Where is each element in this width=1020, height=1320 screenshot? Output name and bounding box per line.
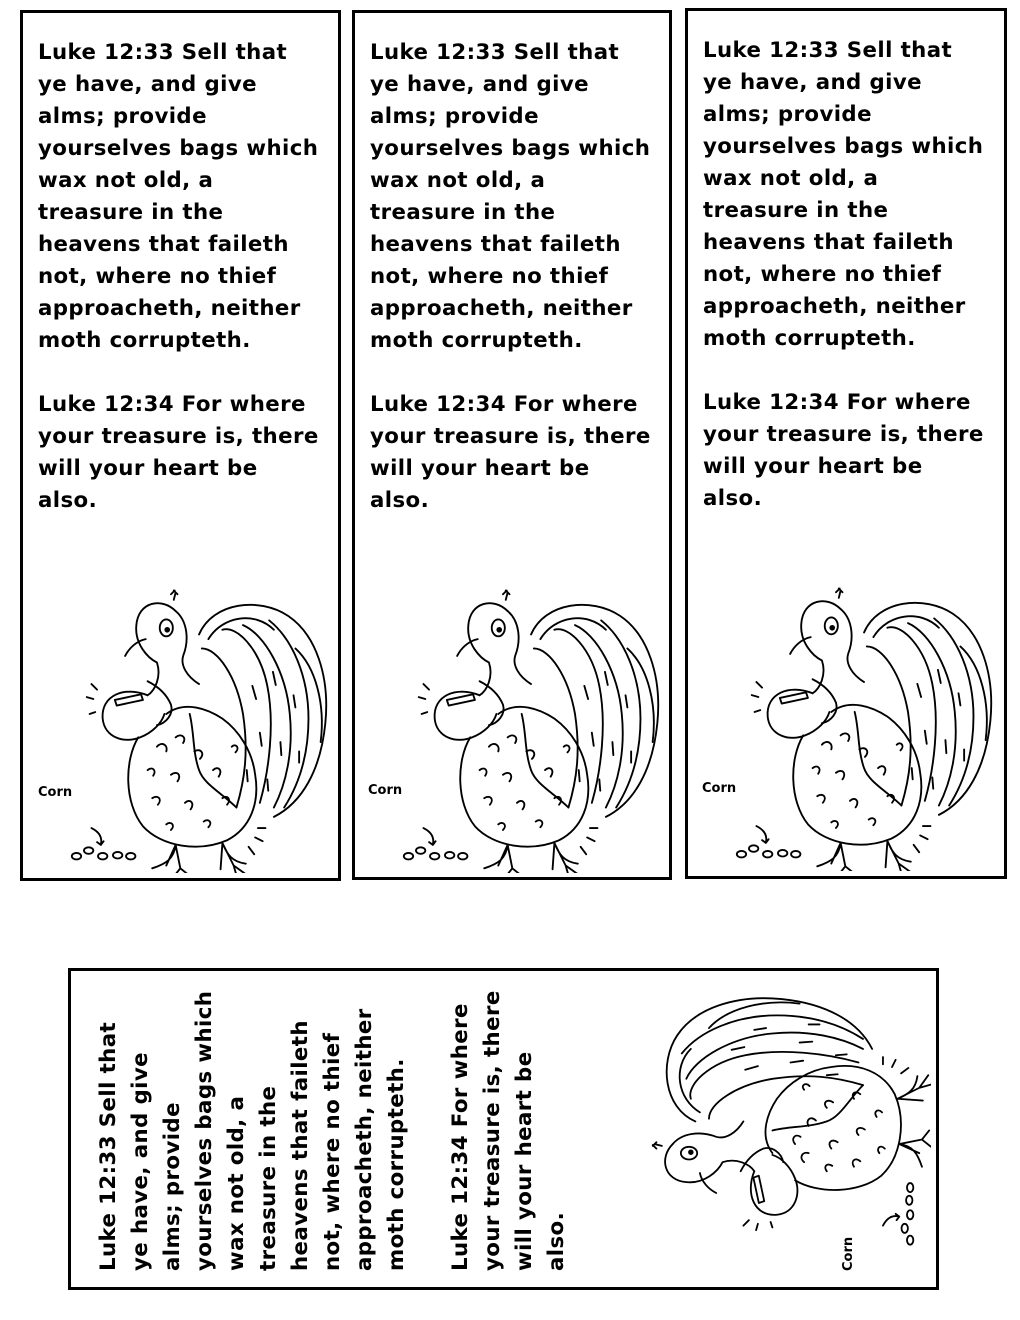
corn-label: Corn [702, 781, 737, 796]
bookmark-1 [20, 10, 341, 881]
bookmark-2 [352, 10, 672, 880]
verse-text-rotated [93, 981, 573, 1271]
corn-label: Corn [841, 1236, 856, 1271]
bookmark-3 [685, 8, 1007, 879]
verse-luke-12-33: Luke 12:33 Sell that ye have, and give alms; provide yourselves bags which wax not old, a treasure in the heavens that faileth not, where no thief approacheth, neither moth corrupteth. [38, 40, 319, 353]
turkey-illustration [367, 583, 667, 873]
turkey-illustration [35, 583, 335, 873]
corn-label: Corn [368, 783, 403, 798]
bookmark-4-horizontal [68, 968, 939, 1290]
verse-text [703, 35, 995, 515]
turkey-illustration [641, 985, 931, 1285]
verse-luke-12-34: Luke 12:34 For where your treasure is, there will your heart be also. [370, 392, 651, 513]
verse-text [370, 37, 662, 517]
verse-luke-12-33: Luke 12:33 Sell that ye have, and give alms; provide yourselves bags which wax not old, a treasure in the heavens that faileth not, where no thief approacheth, neither moth corrupteth. [96, 990, 409, 1271]
corn-label: Corn [38, 785, 73, 800]
verse-luke-12-33: Luke 12:33 Sell that ye have, and give alms; provide yourselves bags which wax not old, a treasure in the heavens that faileth not, where no thief approacheth, neither moth corrupteth. [703, 38, 984, 351]
verse-luke-12-33: Luke 12:33 Sell that ye have, and give alms; provide yourselves bags which wax not old, a treasure in the heavens that faileth not, where no thief approacheth, neither moth corrupteth. [370, 40, 651, 353]
turkey-illustration [700, 581, 1000, 871]
verse-luke-12-34: Luke 12:34 For where your treasure is, there will your heart be also. [38, 392, 319, 513]
verse-text [38, 37, 330, 517]
verse-luke-12-34: Luke 12:34 For where your treasure is, there will your heart be also. [703, 390, 984, 511]
verse-luke-12-34: Luke 12:34 For where your treasure is, there will your heart be also. [448, 990, 569, 1271]
